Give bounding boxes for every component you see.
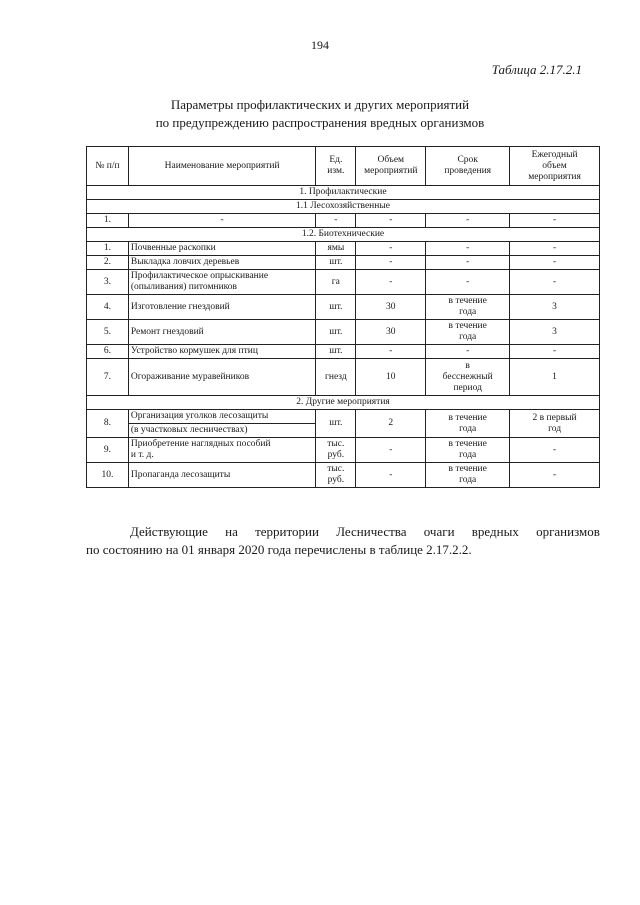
cell-unit: шт. [316, 295, 356, 320]
cell-term: в течение года [426, 320, 510, 345]
cell-term: - [426, 270, 510, 295]
cell-unit: гнезд [316, 359, 356, 396]
cell-num: 9. [87, 438, 129, 463]
cell-annual: 3 [510, 295, 600, 320]
cell-annual: - [510, 256, 600, 270]
cell-name: Организация уголков лесозащиты (в участковых лесничествах) [128, 410, 316, 438]
section-row [87, 228, 600, 242]
cell-num: 1. [87, 242, 129, 256]
cell-unit: шт. [316, 410, 356, 438]
table-title-line-2: по предупреждению распространения вредных организмов [155, 115, 485, 130]
table-title [0, 96, 640, 132]
header-name: Наименование мероприятий [128, 147, 316, 186]
header-num: № п/п [87, 147, 129, 186]
cell-annual: 1 [510, 359, 600, 396]
table-row [87, 345, 600, 359]
cell-term: в течение года [426, 438, 510, 463]
cell-volume: - [356, 345, 426, 359]
cell-unit: шт. [316, 345, 356, 359]
cell-num: 6. [87, 345, 129, 359]
cell-num: 10. [87, 463, 129, 488]
table-row [87, 463, 600, 488]
cell-volume: - [356, 256, 426, 270]
cell-name: Выкладка ловчих деревьев [128, 256, 316, 270]
header-annual: Ежегодный объем мероприятия [510, 147, 600, 186]
cell-volume: - [356, 270, 426, 295]
cell-annual: 2 в первый год [510, 410, 600, 438]
table-row [87, 256, 600, 270]
cell-term: в бесснежный период [426, 359, 510, 396]
cell-name: Изготовление гнездовий [128, 295, 316, 320]
section-biotechnical: 1.2. Биотехнические [87, 228, 600, 242]
cell-unit: ямы [316, 242, 356, 256]
cell-name: - [128, 214, 316, 228]
cell-name: Огораживание муравейников [128, 359, 316, 396]
cell-unit: тыс. руб. [316, 463, 356, 488]
table-row [87, 359, 600, 396]
paragraph-line-1: Действующие на территории Лесничества очаги вредных организмов [130, 524, 600, 539]
cell-name: Почвенные раскопки [128, 242, 316, 256]
table-row [87, 295, 600, 320]
cell-term: в течение года [426, 410, 510, 438]
cell-term: - [426, 214, 510, 228]
cell-volume: - [356, 242, 426, 256]
section-row [87, 200, 600, 214]
cell-num: 3. [87, 270, 129, 295]
section-preventive: 1. Профилактические [87, 186, 600, 200]
cell-num: 1. [87, 214, 129, 228]
table-row [87, 320, 600, 345]
parameters-table [86, 146, 600, 488]
cell-unit: тыс. руб. [316, 438, 356, 463]
cell-annual: - [510, 463, 600, 488]
cell-num: 7. [87, 359, 129, 396]
cell-volume: - [356, 214, 426, 228]
cell-volume: - [356, 463, 426, 488]
cell-unit: шт. [316, 256, 356, 270]
cell-name: Приобретение наглядных пособий и т. д. [128, 438, 316, 463]
table-row [87, 270, 600, 295]
paragraph-line-2: по состоянию на 01 января 2020 года перечислены в таблице 2.17.2.2. [86, 542, 472, 557]
cell-volume: 30 [356, 320, 426, 345]
cell-unit: га [316, 270, 356, 295]
section-other: 2. Другие мероприятия [87, 396, 600, 410]
page-number: 194 [311, 38, 329, 52]
cell-num: 2. [87, 256, 129, 270]
header-unit: Ед. изм. [316, 147, 356, 186]
section-row [87, 396, 600, 410]
cell-name: Профилактическое опрыскивание (опыливания) питомников [128, 270, 316, 295]
table-row [87, 214, 600, 228]
cell-annual: - [510, 242, 600, 256]
cell-annual: - [510, 270, 600, 295]
cell-num: 8. [87, 410, 129, 438]
cell-volume: 30 [356, 295, 426, 320]
cell-term: в течение года [426, 295, 510, 320]
cell-num: 4. [87, 295, 129, 320]
cell-num: 5. [87, 320, 129, 345]
cell-volume: - [356, 438, 426, 463]
cell-annual: 3 [510, 320, 600, 345]
cell-term: в течение года [426, 463, 510, 488]
section-forestry: 1.1 Лесохозяйственные [87, 200, 600, 214]
cell-unit: шт. [316, 320, 356, 345]
table-row [87, 410, 600, 438]
table-label: Таблица 2.17.2.1 [491, 62, 582, 77]
body-paragraph [86, 523, 600, 559]
cell-name: Устройство кормушек для птиц [128, 345, 316, 359]
header-volume: Объем мероприятий [356, 147, 426, 186]
cell-name: Пропаганда лесозащиты [128, 463, 316, 488]
cell-name: Ремонт гнездовий [128, 320, 316, 345]
table-row [87, 438, 600, 463]
section-row [87, 186, 600, 200]
cell-term: - [426, 345, 510, 359]
table-title-line-1: Параметры профилактических и других мероприятий [170, 97, 470, 112]
table-header-row [87, 147, 600, 186]
header-term: Срок проведения [426, 147, 510, 186]
cell-annual: - [510, 214, 600, 228]
cell-term: - [426, 256, 510, 270]
cell-volume: 2 [356, 410, 426, 438]
cell-unit: - [316, 214, 356, 228]
table-row [87, 242, 600, 256]
cell-annual: - [510, 345, 600, 359]
cell-volume: 10 [356, 359, 426, 396]
cell-annual: - [510, 438, 600, 463]
cell-term: - [426, 242, 510, 256]
